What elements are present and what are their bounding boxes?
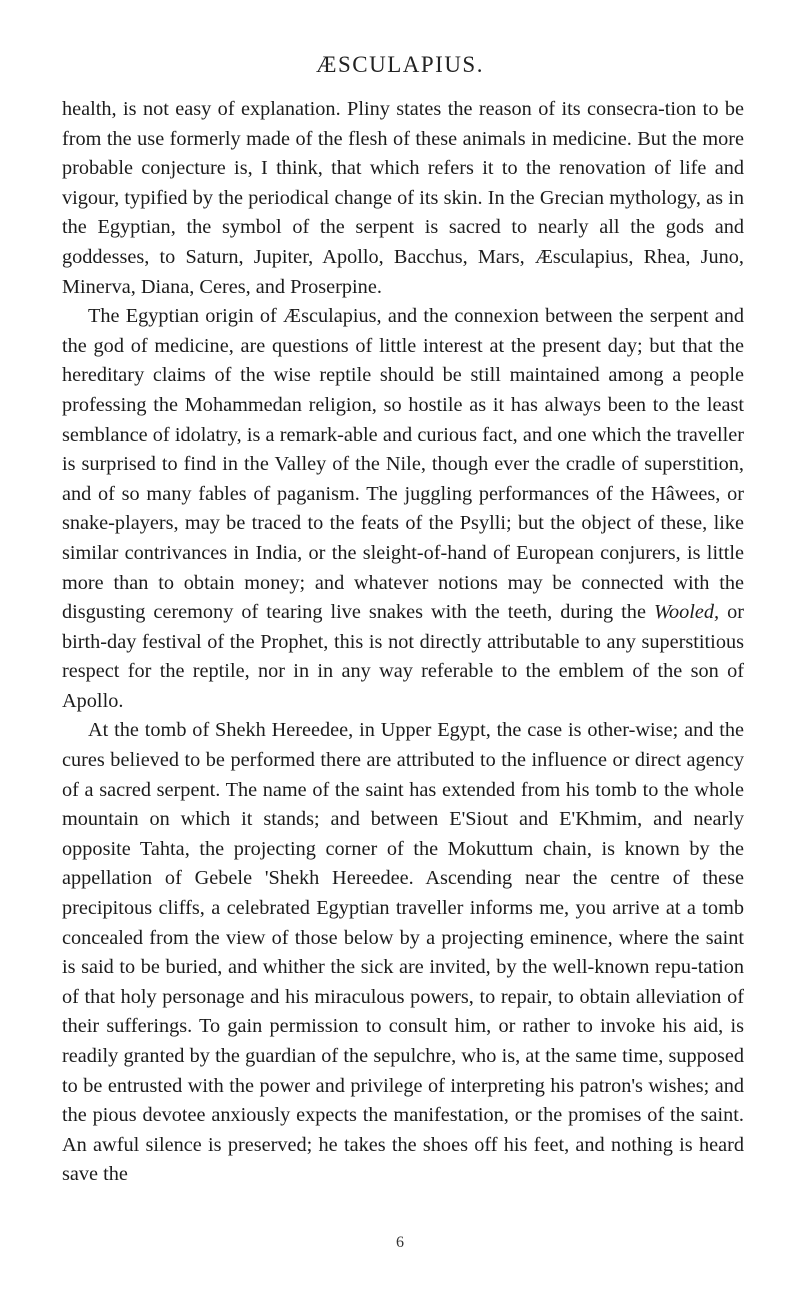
paragraph-text: The Egyptian origin of Æsculapius, and the connexion between the serpent and the god of medicine, are questions of little interest at the present day; but that the hereditary claims of the wise reptile should be still maintained among a people professing the Mohammedan religion, so hostile as it has always been to the least semblance of idolatry, is a remark-able and curious fact, and one which the traveller is surprised to find in the Valley of the Nile, though ever the cradle of superstition, and of so many fables of paganism. The juggling performances of the Hâwees, or snake-players, may be traced to the feats of the Psylli; but the object of these, like similar contrivances in India, or the sleight-of-hand of European conjurers, is little more than to obtain money; and whatever notions may be connected with the disgusting ceremony of tearing live snakes with the teeth, during the: [62, 305, 744, 624]
page-number: 6: [396, 1234, 404, 1251]
paragraph-2: [62, 302, 744, 716]
running-head: ÆSCULAPIUS.: [316, 52, 484, 77]
paragraph-1: [62, 95, 744, 302]
paragraph-3: [62, 716, 744, 1190]
paragraph-text-continued: or birth-day festival of the Prophet, this is not directly attributable to any superstitious respect for the reptile, nor in in any way referable to the emblem of the son of Apollo.: [62, 601, 744, 712]
body-text: [62, 95, 744, 1190]
paragraph-text: health, is not easy of explanation. Pliny states the reason of its consecra-tion to be from the use formerly made of the flesh of these animals in medicine. But the more probable conjecture is, I think, that which refers it to the renovation of life and vigour, typified by the periodical change of its skin. In the Grecian mythology, as in the Egyptian, the symbol of the serpent is sacred to nearly all the gods and goddesses, to Saturn, Jupiter, Apollo, Bacchus, Mars, Æsculapius, Rhea, Juno, Minerva, Diana, Ceres, and Proserpine.: [62, 98, 744, 298]
paragraph-text: At the tomb of Shekh Hereedee, in Upper Egypt, the case is other-wise; and the cures believed to be performed there are attributed to the influence or direct agency of a sacred serpent. The name of the saint has extended from his tomb to the whole mountain on which it stands; and between E'Siout and E'Khmim, and nearly opposite Tahta, the projecting corner of the Mokuttum chain, is known by the appellation of Gebele 'Shekh Hereedee. Ascending near the centre of these precipitous cliffs, a celebrated Egyptian traveller informs me, you arrive at a tomb concealed from the view of those below by a projecting eminence, where the saint is said to be buried, and whither the sick are invited, by the well-known repu-tation of that holy personage and his miraculous powers, to repair, to obtain alleviation of their sufferings. To gain permission to consult him, or rather to invoke his aid, is readily granted by the guardian of the sepulchre, who is, at the same time, supposed to be entrusted with the power and privilege of interpreting his patron's wishes; and the pious devotee anxiously expects the manifestation, or the promises of the saint. An awful silence is preserved; he takes the shoes off his feet, and nothing is heard save the: [62, 719, 744, 1186]
italic-term: Wooled,: [653, 601, 720, 624]
